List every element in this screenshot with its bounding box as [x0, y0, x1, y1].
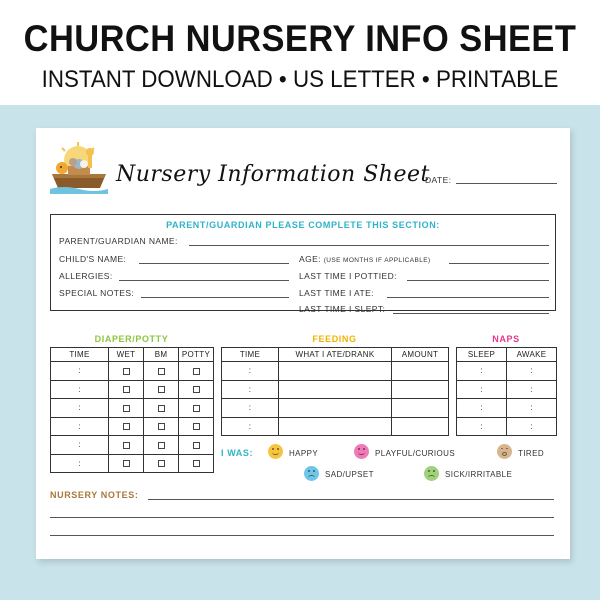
age-note: (USE MONTHS IF APPLICABLE)	[323, 257, 431, 264]
time-cell[interactable]: :	[222, 399, 279, 418]
diaper-col-header: WET	[109, 348, 144, 362]
parent-name-label: PARENT/GUARDIAN NAME:	[59, 236, 178, 246]
noahs-ark-icon	[48, 142, 110, 194]
bm-checkbox-cell[interactable]	[144, 417, 179, 436]
sleep-cell[interactable]: :	[457, 399, 507, 418]
diaper-title: DIAPER/POTTY	[94, 334, 169, 344]
wet-checkbox-cell[interactable]	[109, 417, 144, 436]
nursery-notes-label: NURSERY NOTES:	[50, 490, 139, 500]
special-notes-field[interactable]	[141, 297, 289, 298]
awake-cell[interactable]: :	[507, 380, 557, 399]
table-row	[457, 417, 557, 436]
sleep-cell[interactable]: :	[457, 417, 507, 436]
time-cell[interactable]: :	[51, 362, 109, 381]
bm-checkbox[interactable]	[158, 368, 165, 375]
diaper-header-row	[51, 348, 214, 362]
potty-checkbox-cell[interactable]	[179, 436, 214, 455]
potty-checkbox[interactable]	[193, 368, 200, 375]
pottied-label: LAST TIME I POTTIED:	[299, 271, 397, 281]
allergies-label: ALLERGIES:	[59, 271, 113, 281]
time-cell[interactable]: :	[222, 380, 279, 399]
wet-checkbox[interactable]	[123, 386, 130, 393]
bm-checkbox[interactable]	[158, 460, 165, 467]
mood-sick-label: SICK/IRRITABLE	[445, 470, 513, 479]
child-name-field[interactable]	[139, 263, 289, 264]
slept-field[interactable]	[393, 313, 549, 314]
food-cell[interactable]	[279, 380, 392, 399]
potty-checkbox[interactable]	[193, 423, 200, 430]
banner-subtitle: INSTANT DOWNLOAD • US LETTER • PRINTABLE	[41, 66, 559, 93]
potty-checkbox-cell[interactable]	[179, 417, 214, 436]
table-row	[222, 380, 449, 399]
awake-cell[interactable]: :	[507, 362, 557, 381]
time-cell[interactable]: :	[51, 417, 109, 436]
parent-section-header: PARENT/GUARDIAN PLEASE COMPLETE THIS SECTION:	[166, 220, 440, 230]
wet-checkbox[interactable]	[123, 442, 130, 449]
nursery-notes-line[interactable]	[148, 499, 554, 500]
feeding-title: FEEDING	[312, 334, 357, 344]
mood-label: I WAS:	[221, 448, 254, 458]
child-name-label: CHILD'S NAME:	[59, 254, 127, 264]
awake-cell[interactable]: :	[507, 417, 557, 436]
table-row	[51, 417, 214, 436]
slept-label: LAST TIME I SLEPT:	[299, 304, 386, 314]
feeding-col-header: TIME	[222, 348, 279, 362]
naps-col-header: SLEEP	[457, 348, 507, 362]
wet-checkbox[interactable]	[123, 405, 130, 412]
amount-cell[interactable]	[392, 380, 449, 399]
bm-checkbox-cell[interactable]	[144, 380, 179, 399]
wet-checkbox-cell[interactable]	[109, 362, 144, 381]
table-row	[51, 399, 214, 418]
awake-cell[interactable]: :	[507, 399, 557, 418]
pottied-field[interactable]	[407, 280, 549, 281]
potty-checkbox[interactable]	[193, 386, 200, 393]
table-row	[51, 454, 214, 473]
bm-checkbox-cell[interactable]	[144, 436, 179, 455]
age-label-text: AGE:	[299, 254, 321, 264]
naps-title: NAPS	[492, 334, 520, 344]
food-cell[interactable]	[279, 417, 392, 436]
bm-checkbox[interactable]	[158, 405, 165, 412]
time-cell[interactable]: :	[51, 399, 109, 418]
playful-face-icon[interactable]	[354, 444, 369, 459]
table-row	[457, 362, 557, 381]
wet-checkbox[interactable]	[123, 423, 130, 430]
potty-checkbox-cell[interactable]	[179, 399, 214, 418]
diaper-table	[50, 347, 214, 473]
bm-checkbox-cell[interactable]	[144, 399, 179, 418]
feeding-header-row	[222, 348, 449, 362]
sick-face-icon[interactable]	[424, 466, 439, 481]
sad-face-icon[interactable]	[304, 466, 319, 481]
nursery-notes-line[interactable]	[50, 517, 554, 518]
amount-cell[interactable]	[392, 362, 449, 381]
amount-cell[interactable]	[392, 417, 449, 436]
happy-face-icon[interactable]	[268, 444, 283, 459]
potty-checkbox-cell[interactable]	[179, 454, 214, 473]
date-field[interactable]	[456, 183, 557, 184]
banner-title: CHURCH NURSERY INFO SHEET	[23, 18, 577, 59]
food-cell[interactable]	[279, 399, 392, 418]
diaper-col-header: TIME	[51, 348, 109, 362]
potty-checkbox[interactable]	[193, 442, 200, 449]
naps-col-header: AWAKE	[507, 348, 557, 362]
potty-checkbox[interactable]	[193, 405, 200, 412]
allergies-field[interactable]	[119, 280, 289, 281]
info-sheet	[36, 128, 570, 559]
sleep-cell[interactable]: :	[457, 380, 507, 399]
special-notes-label: SPECIAL NOTES:	[59, 288, 135, 298]
time-cell[interactable]: :	[51, 380, 109, 399]
sheet-title: Nursery Information Sheet	[116, 162, 430, 187]
wet-checkbox[interactable]	[123, 460, 130, 467]
mood-playful-label: PLAYFUL/CURIOUS	[375, 449, 456, 458]
parent-section	[50, 214, 556, 314]
naps-header-row	[457, 348, 557, 362]
potty-checkbox-cell[interactable]	[179, 362, 214, 381]
table-row	[457, 380, 557, 399]
time-cell[interactable]: :	[222, 362, 279, 381]
wet-checkbox-cell[interactable]	[109, 454, 144, 473]
potty-checkbox-cell[interactable]	[179, 380, 214, 399]
sleep-cell[interactable]: :	[457, 362, 507, 381]
table-row	[222, 362, 449, 381]
nursery-notes-line[interactable]	[50, 535, 554, 536]
table-row	[222, 399, 449, 418]
feeding-table	[221, 347, 449, 436]
age-field[interactable]	[449, 263, 549, 264]
bm-checkbox[interactable]	[158, 423, 165, 430]
potty-checkbox[interactable]	[193, 460, 200, 467]
tired-face-icon[interactable]	[497, 444, 512, 459]
ate-field[interactable]	[387, 297, 549, 298]
table-row	[51, 362, 214, 381]
table-row	[222, 417, 449, 436]
diaper-col-header: BM	[144, 348, 179, 362]
table-row	[51, 380, 214, 399]
wet-checkbox-cell[interactable]	[109, 399, 144, 418]
bm-checkbox[interactable]	[158, 386, 165, 393]
feeding-col-header: WHAT I ATE/DRANK	[279, 348, 392, 362]
feeding-col-header: AMOUNT	[392, 348, 449, 362]
mood-tired-label: TIRED	[518, 449, 544, 458]
diaper-col-header: POTTY	[179, 348, 214, 362]
naps-table	[456, 347, 557, 436]
wet-checkbox-cell[interactable]	[109, 436, 144, 455]
time-cell[interactable]: :	[51, 436, 109, 455]
bm-checkbox-cell[interactable]	[144, 362, 179, 381]
table-row	[457, 399, 557, 418]
date-label: DATE:	[425, 175, 452, 185]
banner	[0, 0, 600, 105]
mood-sad-label: SAD/UPSET	[325, 470, 374, 479]
parent-name-field[interactable]	[189, 245, 549, 246]
wet-checkbox-cell[interactable]	[109, 380, 144, 399]
age-label	[299, 254, 431, 264]
time-cell[interactable]: :	[222, 417, 279, 436]
wet-checkbox[interactable]	[123, 368, 130, 375]
ate-label: LAST TIME I ATE:	[299, 288, 374, 298]
mood-happy-label: HAPPY	[289, 449, 319, 458]
amount-cell[interactable]	[392, 399, 449, 418]
food-cell[interactable]	[279, 362, 392, 381]
bm-checkbox-cell[interactable]	[144, 454, 179, 473]
table-row	[51, 436, 214, 455]
bm-checkbox[interactable]	[158, 442, 165, 449]
time-cell[interactable]: :	[51, 454, 109, 473]
